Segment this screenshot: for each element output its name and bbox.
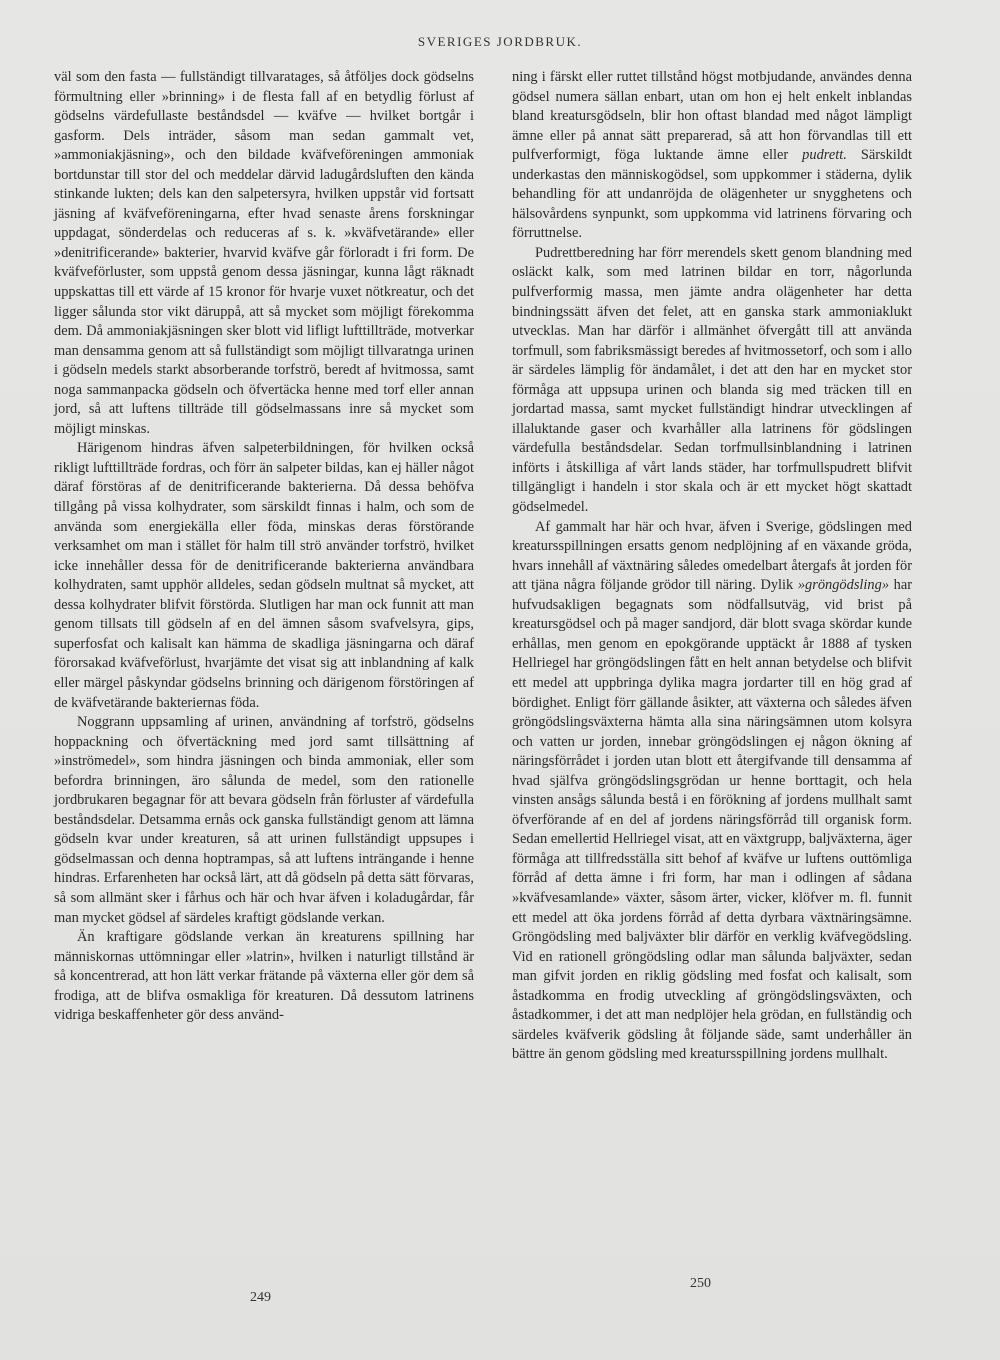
page-number-right: 250 bbox=[690, 1276, 711, 1291]
running-header: SVERIGES JORDBRUK. bbox=[417, 34, 583, 49]
italic-term: »gröngödsling» bbox=[797, 577, 890, 594]
paragraph: Härigenom hindras äfven salpeterbildningen, för hvilken också rikligt lufttillträde fordras, och förr än salpeter bildas, kan ej häller något däraf förstöras af de denitrificerande bakterierna. Då dessa behöfva tillgång på vissa kolhydrater, som särskildt finnas i halm, och som de använda som energiekälla eller föda, minskas deras förstörande verksamhet om man i stället för halm till strö använder torfströ, hvilket icke innehåller dessa för de denitrificerande bakterierna användbara kolhydraten, samt upphör alldeles, sedan gödseln multnat så mycket, att dessa kolhydrater blifvit förstörda. Slutligen har man ock funnit att man genom tillsats till gödseln af en del ämnen såsom svafvelsyra, gips, superfosfat och kalisalt kan hämma de skadliga jäsningarna och däraf förorsakad kväfveförlust, hvarjämte det visat sig att inblandning af kalk eller märgel påskyndar gödselns brinning och därigenom förstöringen af de kväfvetärande bakteriernas föda. bbox=[54, 440, 474, 711]
page-number-left: 249 bbox=[250, 1290, 271, 1305]
paragraph bbox=[512, 518, 912, 1065]
text-run: har hufvudsakligen begagnats som nödfallsutväg, vid brist på kreatursgödsel och på mager sandjord, där blott svaga skördar kunde erhållas, men genom en epokgörande upptäckt år 1888 af tysken Hellriegel har gröngödslingen fått en helt annan betydelse och blifvit ett medel att uppbringa dylika magra jordarter till en hög grad af bördighet. Enligt förr gällande åsikter, att växterna och således äfven gröngödslingsväxterna hämta alla sina näringsämnen utom kolsyra och vatten ur jorden, innebar gröngödslingen ej någon ökning af näringsförrådet i jorden utan blott ett återgifvande till densamma af hvad själfva gröngödslingsgrödan ur henne borttagit, och hela vinsten ansågs sålunda bestå i en förökning af jordens mullhalt samt öfverförande af en del af jordens näringsförråd till organisk form. Sedan emellertid Hellriegel visat, att en växtgrupp, baljväxterna, äger förmåga att tillfredsställa sitt behof af kväfve ur luftens outtömliga förråd af detta ämne i fri form, har man i odlingen af sådana »kväfvesamlande» växter, såsom ärter, vicker, klöfver m. fl. funnit ett medel att öka jordens förråd af detta dyrbara växtnäringsämne. Gröngödsling med baljväxter blir därför en verklig kväfvegödsling. Vid en rationell gröngödsling odlar man sålunda baljväxter, sedan man gifvit jorden en riklig gödsling med fosfat och kalisalt, som åstadkomma en frodig utveckling af gröngödslingsväxten, och åstadkommer, i det att man nedplöjer hela grödan, en fullständig och särdeles kväfverik gödsling åt följande säde, samt underhåller än bättre än genom gödsling med kreatursspillning jordens mullhalt. bbox=[512, 577, 913, 1063]
paragraph bbox=[512, 68, 912, 244]
right-column bbox=[512, 68, 912, 1065]
left-column bbox=[54, 68, 474, 1026]
italic-term: pudrett. bbox=[802, 147, 847, 164]
paragraph: Pudrettberedning har förr merendels skett genom blandning med osläckt kalk, som med latrinen bildar en torr, någorlunda pulfverformig massa, men jämte andra olägenheter har detta bindningssätt äfven det felet, att en ganska stark ammoniaklukt utvecklas. Man har därför i allmänhet öfvergått till att använda torfmull, som fabriksmässigt beredes af hvitmossetorf, och som i allo är särdeles lämplig för ändamålet, i det att den har en mycket stor förmåga att uppsupa urinen och blanda sig med träcken till en jordartad massa, samt mycket fullständigt hindrar utvecklingen af illaluktande gaser och kvarhåller alla latrinens för gödslingen värdefulla beståndsdelar. Sedan torfmullsinblandning i latrinen införts i åtskilliga af vårt lands städer, har torfmullspudrett blifvit tillgängligt i handeln i stor skala och är ett mycket högt skattadt gödselmedel. bbox=[512, 244, 912, 516]
paragraph: Än kraftigare gödslande verkan än kreaturens spillning har människornas uttömningar eller »latrin», hvilken i naturligt tillstånd är så koncentrerad, att hon lätt verkar frätande på växterna eller gör dem så frodiga, att de blifva osmakliga för kreaturen. Då dessutom latrinens vidriga beskaffenheter gör dess använd- bbox=[54, 929, 474, 1024]
text-run: Af gammalt har här och hvar, äfven i Sverige, gödslingen med kreatursspillningen ersatts genom nedplöjning af en växande gröda, hvars innehåll af växtnäring således omedelbart återgafs åt jorden för att tjäna några följande grödor till näring. Dylik bbox=[512, 518, 912, 594]
paragraph: Noggrann uppsamling af urinen, användning af torfströ, gödselns hoppackning och öfvertäckning med jord samt tillsättning af »inströmedel», som hindra jäsningen och binda ammoniak, eller som befordra brinningen, äro sålunda de medel, som den rationelle jordbrukaren begagnar för att bevara gödseln från förluster af värdefulla beståndsdelar. Detsamma ernås ock ganska fullständigt genom att lämna gödseln kvar under kreaturen, så att urinen fullständigt uppsupes i gödselmassan och denna hoptrampas, så att luftens inträngande i henne hindras. Erfarenheten har också lärt, att då gödseln på detta sätt förvaras, så som allmänt sker i fårhus och här och hvar äfven i koladugårdar, får man mycket gödsel af särdeles kraftigt gödslande verkan. bbox=[54, 714, 474, 926]
paragraph: väl som den fasta — fullständigt tillvaratages, så åtföljes dock gödselns förmultning eller »brinning» i de flesta fall af en betydlig förlust af gödselns värdefullaste beståndsdel — kväfve — hvilket bortgår i gasform. Dels inträder, såsom man sedan gammalt vet, »ammoniakjäsning», och den bildade kväfveföreningen ammoniak bortdunstar till stor del och meddelar därvid ladugårdsluften den kända stinkande lukten; dels kan den salpetersyra, hvilken uppstår vid fortsatt jäsning af kväfveföreningarna, efter hvad senaste årens forskningar uppdagat, sönderdelas och reduceras af s. k. »kväfvetärande» eller »denitrificerande» bakterier, hvarvid kväfve går förloradt i fri form. De kväfveförluster, som uppstå genom dessa jäsningar, kunna lågt räknadt uppskattas till ett värde af 15 kronor för hvarje vuxet nötkreatur, och det ligger sålunda stor vikt däruppå, att så mycket som möjligt förekomma dem. Då ammoniakjäsningen sker blott vid lifligt lufttillträde, motverkar man densamma genom att så fullständigt som möjligt tillvaratnga urinen i gödseln medels starkt absorberande torfströ, beredt af hvitmossa, samt noga sammanpacka gödseln och öfvertäcka henne med torf eller annan jord, så att luftens tillträde till gödselmassans inre så mycket som möjligt minskas. bbox=[54, 69, 474, 437]
text-run: ning i färskt eller ruttet tillstånd högst motbjudande, användes denna gödsel numera sällan enbart, utan om hon ej helt enkelt inblandas bland kreatursgödseln, blir hon oftast blandad med något lämpligt ämne eller på annat sätt preparerad, så att hon förvandlas till ett pulfverformigt, föga luktande ämne eller bbox=[512, 69, 912, 164]
text-run: Särskildt underkastas den människogödsel, som uppkommer i städerna, dylik behandling för att undanröjda de olägenheter ur snygghetens och hälsovårdens synpunkt, som uppkomma vid latrinens förvaring och förruttnelse. bbox=[512, 147, 912, 242]
